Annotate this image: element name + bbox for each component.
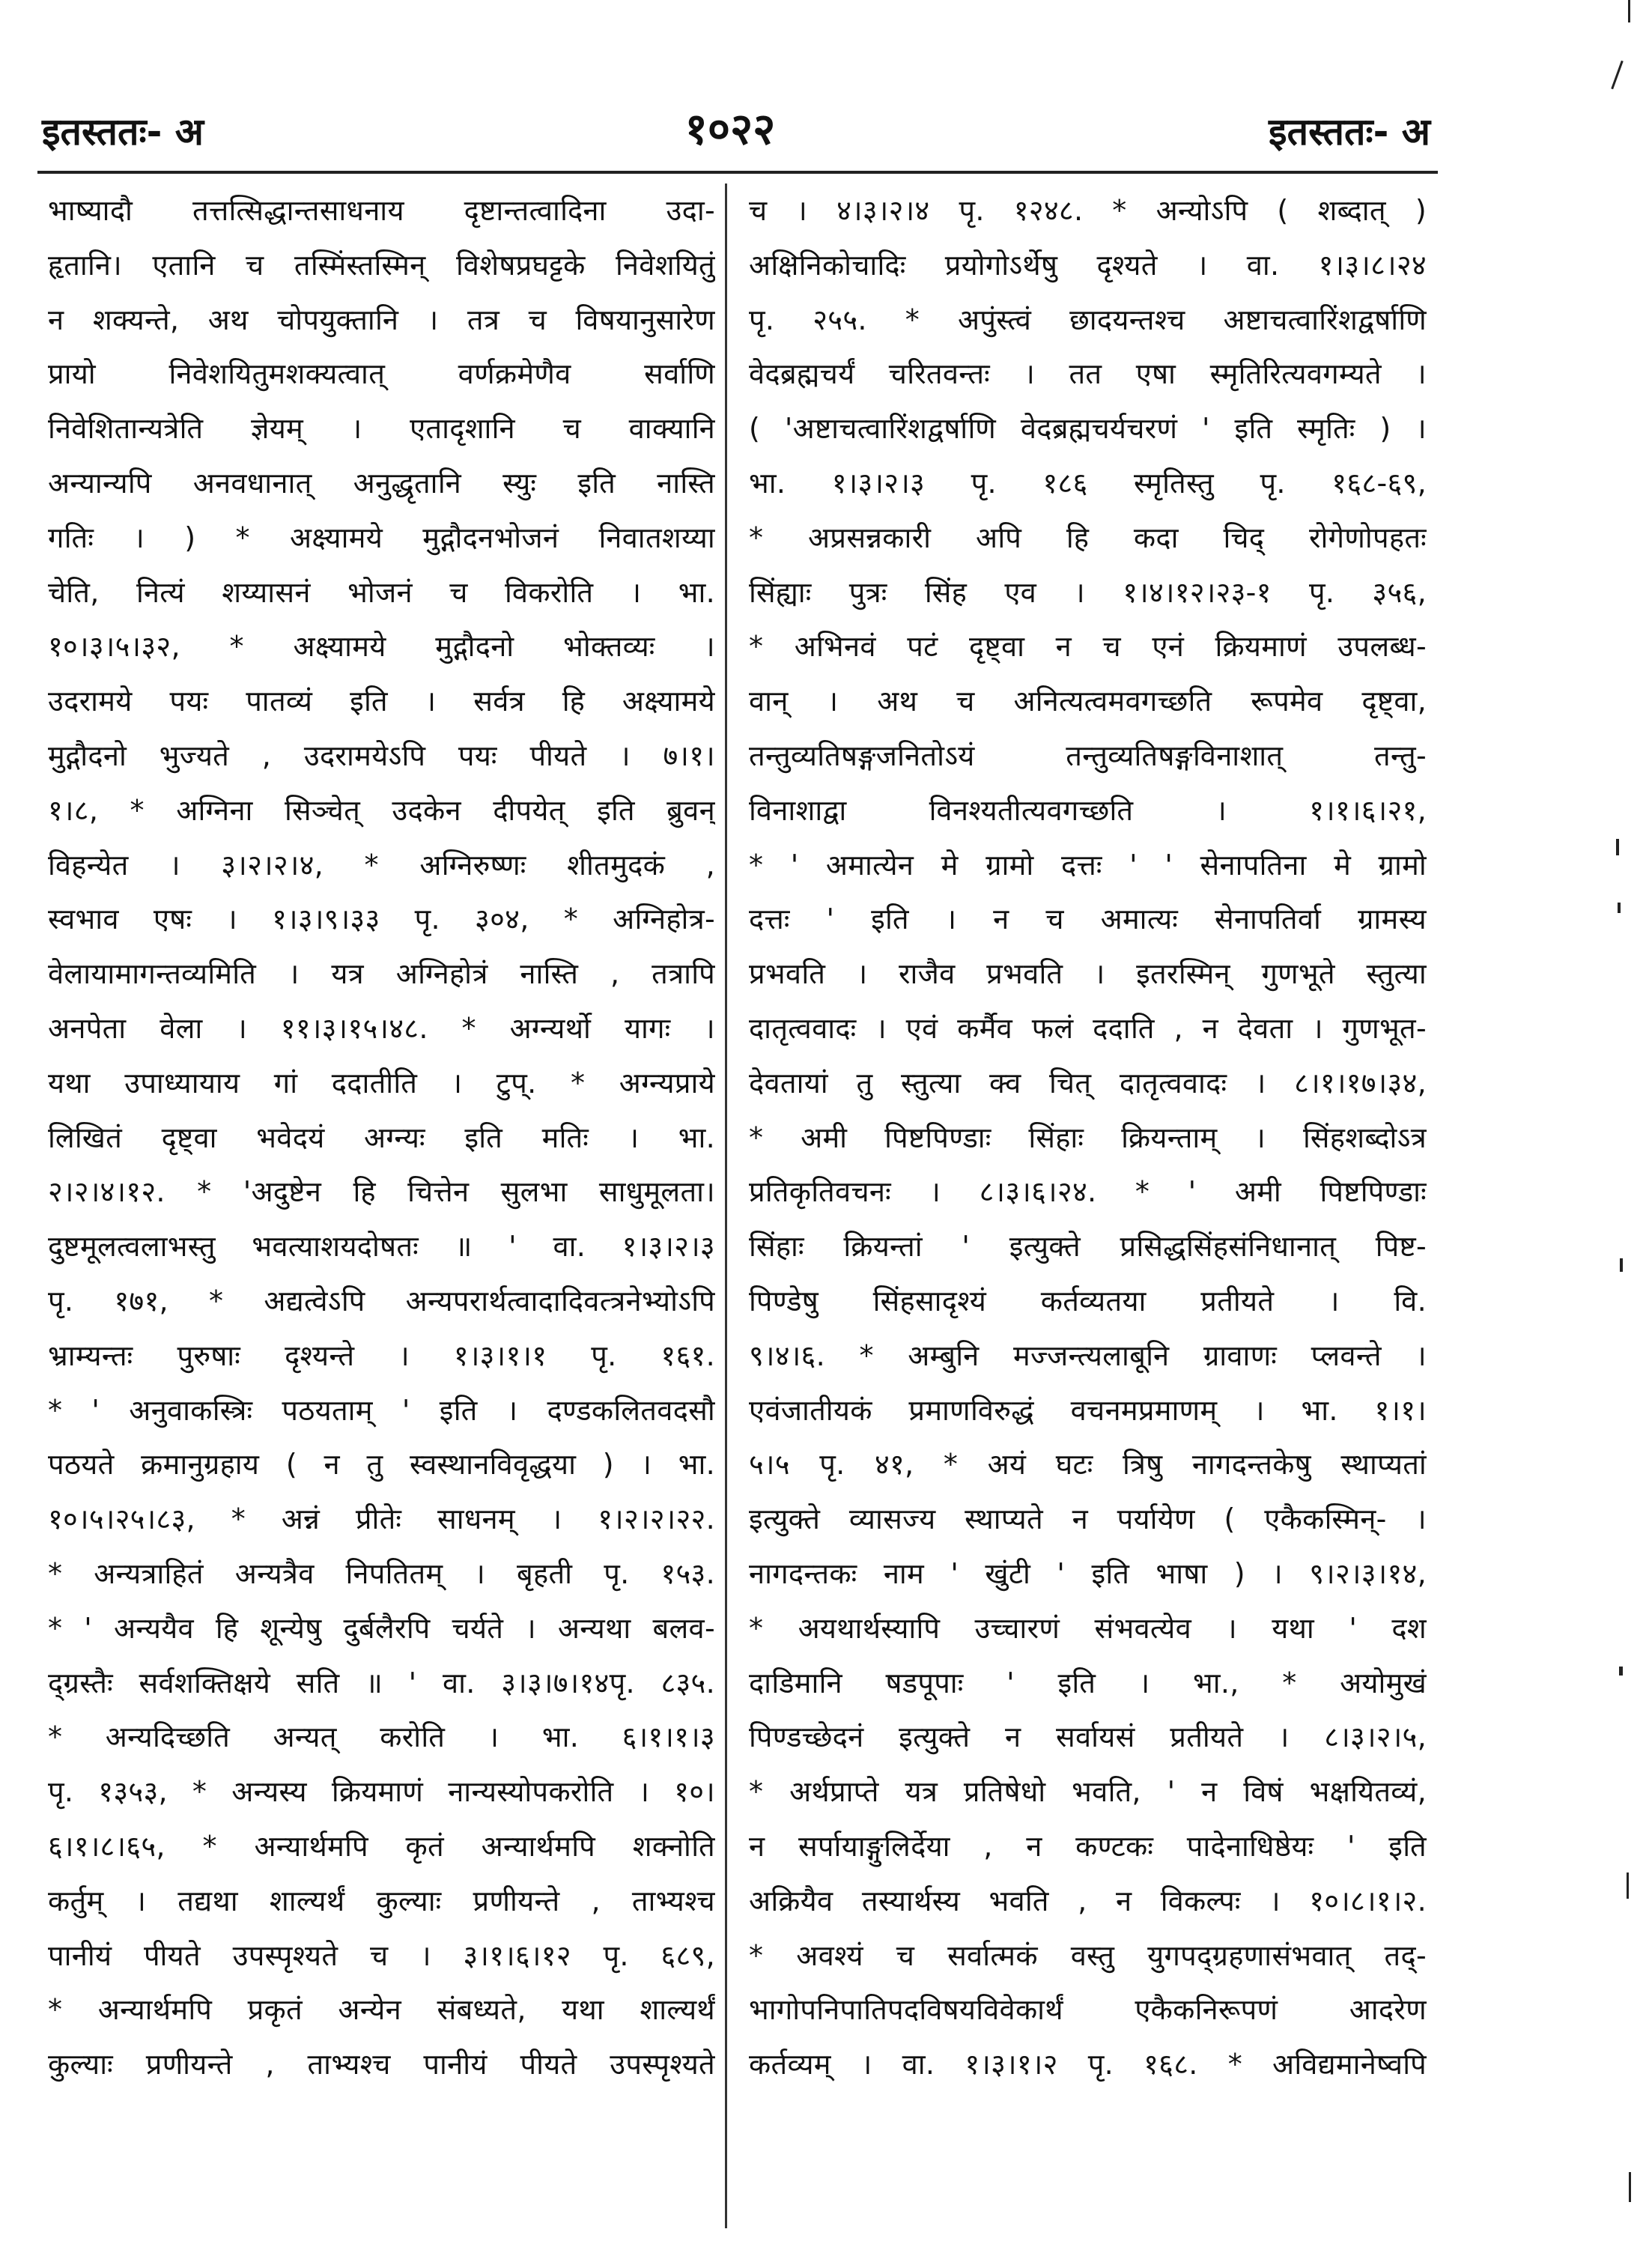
text-line: अक्षिनिकोचादिः प्रयोगोऽर्थेषु दृश्यते । वा. १।३।८।२४ (749, 248, 1427, 282)
text-line: च । ४।३।२।४ पृ. १२४८. * अन्योऽपि ( शब्दात् ) (749, 194, 1427, 227)
text-line: पृ. १३५३, * अन्यस्य क्रियमाणं नान्यस्योपकरोति । १०। (48, 1775, 715, 1809)
scan-mark (1628, 0, 1630, 22)
text-line: १।८, * अग्निना सिञ्चेत् उदकेन दीपयेत् इति ब्रुवन् (48, 793, 715, 827)
text-line: प्रतिकृतिवचनः । ८।३।६।२४. * ' अमी पिष्टपिण्डाः (749, 1175, 1427, 1209)
text-line: अन्यान्यपि अनवधानात् अनुद्धृतानि स्युः इति नास्ति (48, 466, 715, 500)
text-line: पठयते क्रमानुग्रहाय ( न तु स्वस्थानविवृद्धया ) । भा. (48, 1448, 715, 1482)
scan-mark (1618, 903, 1621, 913)
text-line: यथा उपाध्यायाय गां ददातीति । टुप्. * अग्न्यप्राये (48, 1066, 715, 1100)
text-line: प्रायो निवेशयितुमशक्यत्वात् वर्णक्रमेणैव सर्वाणि (48, 357, 715, 391)
text-line: ६।१।८।६५, * अन्यार्थमपि कृतं अन्यार्थमपि शक्नोति (48, 1829, 715, 1863)
text-line: गतिः । ) * अक्ष्यामये मुद्गौदनभोजनं निवातशय्या (48, 521, 715, 554)
page-number: १०२२ (684, 103, 776, 154)
text-line: प्रभवति । राजैव प्रभवति । इतरस्मिन् गुणभूते स्तुत्या (749, 957, 1427, 991)
text-line: दुष्टमूलत्वलाभस्तु भवत्याशयदोषतः ॥ ' वा. १।३।२।३ (48, 1230, 715, 1264)
header-rule (37, 171, 1438, 174)
text-line: २।२।४।१२. * 'अदुष्टेन हि चित्तेन सुलभा साधुमूलता। (48, 1175, 715, 1209)
running-head-right: इतस्ततः- अ (1269, 110, 1430, 154)
scan-mark (1620, 1258, 1623, 1272)
scan-mark (1616, 839, 1619, 855)
text-line: * अयथार्थस्यापि उच्चारणं संभवत्येव । यथा ' दश (749, 1611, 1427, 1645)
scan-mark (1627, 1872, 1629, 1899)
text-line: भाष्यादौ तत्तत्सिद्धान्तसाधनाय दृष्टान्तत्वादिना उदा- (48, 194, 715, 227)
text-line: * अमी पिष्टपिण्डाः सिंहाः क्रियन्ताम् । सिंहशब्दोऽत्र (749, 1121, 1427, 1154)
text-line: दाडिमानि षडपूपाः ' इति । भा., * अयोमुखं (749, 1666, 1427, 1699)
text-line: पिण्डेषु सिंहसादृश्यं कर्तव्यतया प्रतीयते । वि. (749, 1284, 1427, 1317)
column-divider (725, 184, 727, 2228)
text-line: पानीयं पीयते उपस्पृश्यते च । ३।१।६।१२ पृ. ६८९, (48, 1938, 715, 1972)
scan-mark (1619, 1667, 1623, 1676)
running-head-left: इतस्ततः- अ (42, 110, 204, 154)
text-line: * अवश्यं च सर्वात्मकं वस्तु युगपद्ग्रहणासंभवात् तद्- (749, 1938, 1427, 1972)
text-line: लिखितं दृष्ट्वा भवेदयं अग्न्यः इति मतिः । भा. (48, 1121, 715, 1154)
text-line: ९।४।६. * अम्बुनि मज्जन्त्यलाबूनि ग्रावाणः प्लवन्ते । (749, 1338, 1427, 1372)
text-line: वेदब्रह्मचर्यं चरितवन्तः । तत एषा स्मृतिरित्यवगम्यते । (749, 357, 1427, 391)
text-line: सिंह्याः पुत्रः सिंह एव । १।४।१२।२३-१ पृ. ३५६, (749, 575, 1427, 609)
text-line: * अन्यार्थमपि प्रकृतं अन्येन संबध्यते, यथा शाल्यर्थं (48, 1993, 715, 2027)
text-line: पृ. २५५. * अपुंस्त्वं छादयन्तश्च अष्टाचत्वारिंशद्वर्षाणि (749, 303, 1427, 336)
text-line: द्ग्रस्तैः सर्वशक्तिक्षये सति ॥ ' वा. ३।३।७।१४पृ. ८३५. (48, 1666, 715, 1699)
text-line: * अर्थप्राप्ते यत्र प्रतिषेधो भवति, ' न विषं भक्षयितव्यं, (749, 1775, 1427, 1809)
text-line: वान् । अथ च अनित्यत्वमवगच्छति रूपमेव दृष्ट्वा, (749, 685, 1427, 718)
text-line: निवेशितान्यत्रेति ज्ञेयम् । एतादृशानि च वाक्यानि (48, 412, 715, 446)
text-line: देवतायां तु स्तुत्या क्व चित् दातृत्ववादः । ८।१।१७।३४, (749, 1066, 1427, 1100)
text-line: पृ. १७१, * अद्यत्वेऽपि अन्यपरार्थत्वादादिवत्त्रनेभ्योऽपि (48, 1284, 715, 1317)
text-line: विहन्येत । ३।२।२।४, * अग्निरुष्णः शीतमुदकं , (48, 848, 715, 882)
text-line: * ' अनुवाकस्त्रिः पठयताम् ' इति । दण्डकलितवदसौ (48, 1393, 715, 1427)
text-line: विनाशाद्वा विनश्यतीत्यवगच्छति । १।१।६।२१, (749, 793, 1427, 827)
text-line: कर्तव्यम् । वा. १।३।१।२ पृ. १६८. * अविद्यमानेष्वपि (749, 2048, 1427, 2081)
text-line: कर्तुम् । तद्यथा शाल्यर्थं कुल्याः प्रणीयन्ते , ताभ्यश्च (48, 1884, 715, 1917)
text-line: न शक्यन्ते, अथ चोपयुक्तानि । तत्र च विषयानुसारेण (48, 303, 715, 336)
text-line: कुल्याः प्रणीयन्ते , ताभ्यश्च पानीयं पीयते उपस्पृश्यते (48, 2048, 715, 2081)
text-line: सिंहाः क्रियन्तां ' इत्युक्ते प्रसिद्धसिंहसंनिधानात् पिष्ट- (749, 1230, 1427, 1264)
scan-mark (1629, 2172, 1631, 2202)
text-line: ( 'अष्टाचत्वारिंशद्वर्षाणि वेदब्रह्मचर्यचरणं ' इति स्मृतिः ) । (749, 412, 1427, 446)
text-line: भा. १।३।२।३ पृ. १८६ स्मृतिस्तु पृ. १६८-६९, (749, 466, 1427, 500)
page-header (30, 90, 1430, 157)
text-line: स्वभाव एषः । १।३।९।३३ पृ. ३०४, * अग्निहोत्र- (48, 903, 715, 936)
text-line: भागोपनिपातिपदविषयविवेकार्थं एकैकनिरूपणं आदरेण (749, 1993, 1427, 2027)
text-line: नागदन्तकः नाम ' खुंटी ' इति भाषा ) । ९।२।३।१४, (749, 1556, 1427, 1590)
left-column (37, 184, 715, 2236)
text-line: ५।५ पृ. ४१, * अयं घटः त्रिषु नागदन्तकेषु स्थाप्यतां (749, 1448, 1427, 1482)
text-line: * अन्यदिच्छति अन्यत् करोति । भा. ६।१।१।३ (48, 1720, 715, 1754)
text-line: * ' अन्ययैव हि शून्येषु दुर्बलैरपि चर्यते । अन्यथा बलव- (48, 1611, 715, 1645)
right-column (749, 184, 1427, 2236)
text-line: दातृत्ववादः । एवं कर्मैव फलं ददाति , न देवता । गुणभूत- (749, 1011, 1427, 1045)
text-line: वेलायामागन्तव्यमिति । यत्र अग्निहोत्रं नास्ति , तत्रापि (48, 957, 715, 991)
text-line: * अन्यत्राहितं अन्यत्रैव निपतितम् । बृहती पृ. १५३. (48, 1556, 715, 1590)
text-line: अनपेता वेला । ११।३।१५।४८. * अग्न्यर्थो यागः । (48, 1011, 715, 1045)
text-line: * ' अमात्येन मे ग्रामो दत्तः ' ' सेनापतिना मे ग्रामो (749, 848, 1427, 882)
text-line: इत्युक्ते व्यासज्य स्थाप्यते न पर्यायेण ( एकैकस्मिन्- । (749, 1502, 1427, 1536)
text-line: मुद्गौदनो भुज्यते , उदरामयेऽपि पयः पीयते । ७।१। (48, 739, 715, 772)
text-line: १०।५।२५।८३, * अन्नं प्रीतेः साधनम् । १।२।२।२२. (48, 1502, 715, 1536)
text-line: अक्रियैव तस्यार्थस्य भवति , न विकल्पः । १०।८।१।२. (749, 1884, 1427, 1917)
text-line: हृतानि। एतानि च तस्मिंस्तस्मिन् विशेषप्रघट्टके निवेशयितुं (48, 248, 715, 282)
text-line: पिण्डच्छेदनं इत्युक्ते न सर्वायसं प्रतीयते । ८।३।२।५, (749, 1720, 1427, 1754)
text-line: न सर्पायाङ्गुलिर्देया , न कण्टकः पादेनाधिष्ठेयः ' इति (749, 1829, 1427, 1863)
text-line: उदरामये पयः पातव्यं इति । सर्वत्र हि अक्ष्यामये (48, 685, 715, 718)
text-line: भ्राम्यन्तः पुरुषाः दृश्यन्ते । १।३।१।१ पृ. १६१. (48, 1338, 715, 1372)
text-line: १०।३।५।३२, * अक्ष्यामये मुद्गौदनो भोक्तव्यः । (48, 630, 715, 664)
text-line: चेति, नित्यं शय्यासनं भोजनं च विकरोति । भा. (48, 575, 715, 609)
text-line: तन्तुव्यतिषङ्गजनितोऽयं तन्तुव्यतिषङ्गविनाशात् तन्तु- (749, 739, 1427, 772)
text-line: एवंजातीयकं प्रमाणविरुद्धं वचनमप्रमाणम् । भा. १।१। (749, 1393, 1427, 1427)
scan-mark (1611, 61, 1624, 90)
text-line: * अभिनवं पटं दृष्ट्वा न च एनं क्रियमाणं उपलब्ध- (749, 630, 1427, 664)
text-line: दत्तः ' इति । न च अमात्यः सेनापतिर्वा ग्रामस्य (749, 903, 1427, 936)
text-line: * अप्रसन्नकारी अपि हि कदा चिद् रोगेणोपहतः (749, 521, 1427, 554)
